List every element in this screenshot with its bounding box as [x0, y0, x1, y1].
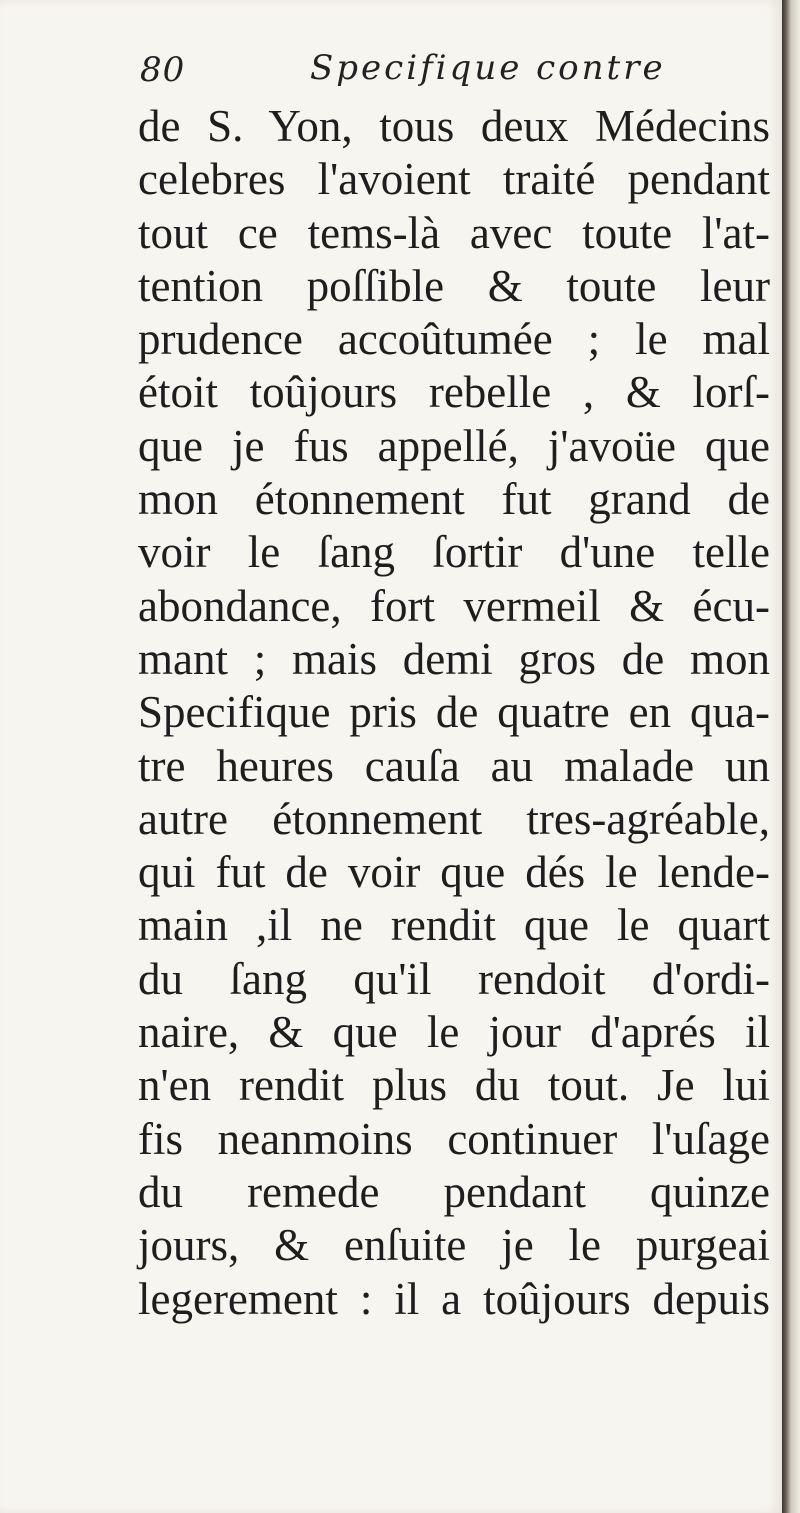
- text-line: qui fut de voir que dés le lende-: [138, 847, 770, 898]
- text-line: tout ce tems-là avec toute l'at-: [138, 207, 770, 258]
- text-line: naire, & que le jour d'aprés il: [138, 1007, 770, 1058]
- text-line: jours, & enſuite je le purgeai: [138, 1220, 770, 1271]
- text-line: autre étonnement tres-agréable,: [138, 793, 770, 844]
- text-line: voir le ſang ſortir d'une telle: [138, 527, 770, 578]
- text-line: de S. Yon, tous deux Médecins: [138, 101, 770, 151]
- page-edge-shadow: [782, 0, 800, 1513]
- text-line: mant ; mais demi gros de mon: [138, 633, 770, 684]
- page-number: 80: [140, 50, 186, 90]
- text-line: main ,il ne rendit que le quart: [138, 900, 770, 951]
- text-line: tre heures cauſa au malade un: [138, 740, 770, 791]
- text-line: du ſang qu'il rendoit d'ordi-: [138, 953, 770, 1004]
- text-line: abondance, fort vermeil & écu-: [138, 580, 770, 631]
- text-line: du remede pendant quinze: [138, 1166, 770, 1217]
- text-line: n'en rendit plus du tout. Je lui: [138, 1060, 770, 1111]
- text-line: étoit toûjours rebelle , & lorſ-: [138, 367, 770, 418]
- text-line: que je fus appellé, j'avoüe que: [138, 420, 770, 471]
- text-line: tention poſſible & toute leur: [138, 260, 770, 311]
- text-line: legerement : il a toûjours depuis: [138, 1273, 770, 1324]
- text-line: celebres l'avoient traité pendant: [138, 154, 770, 205]
- body-text: [138, 100, 770, 1326]
- text-line: fis neanmoins continuer l'uſage: [138, 1113, 770, 1164]
- text-line: prudence accoûtumée ; le mal: [138, 314, 770, 365]
- running-head: [140, 40, 740, 100]
- text-line: Specifique pris de quatre en qua-: [138, 687, 770, 738]
- text-line: mon étonnement fut grand de: [138, 474, 770, 525]
- running-title: Specifique contre: [310, 48, 666, 88]
